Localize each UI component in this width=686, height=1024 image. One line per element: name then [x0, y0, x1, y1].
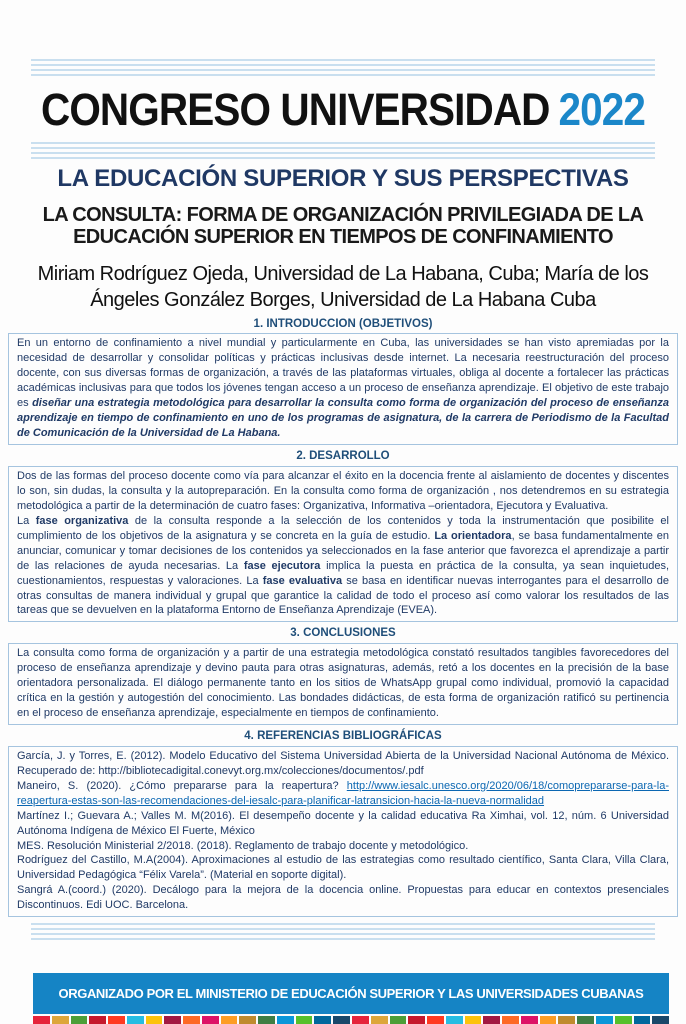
stripe-block: [390, 1016, 407, 1024]
stripe-block: [277, 1016, 294, 1024]
stripe-block: [333, 1016, 350, 1024]
text-run: se basa en identificar nuevas interrogantes para el desarrollo de otras consultas de manera individual y grupal que garantice la calidad de todo el proceso así como valorar los resultados de las tareas que se devuelven en la plataforma Entorno de Enseñanza Aprendizaje (EVEA).: [17, 574, 669, 617]
text-run: implica la puesta en práctica de la consulta, ya sean inquietudes, cuestionamientos, respuestas y valoraciones. La: [17, 559, 670, 587]
stripe-block: [164, 1016, 181, 1024]
rule-line: [31, 147, 655, 149]
stripe-block: [52, 1016, 69, 1024]
stripe-block: [146, 1016, 163, 1024]
sections-container: [8, 318, 678, 918]
stripe-block: [596, 1016, 613, 1024]
stripe-block: [127, 1016, 144, 1024]
section-paragraph: [17, 646, 669, 721]
text-run: diseñar una estrategia metodológica para desarrollar la consulta como forma de organización del proceso de enseñanza aprendizaje en tiempo de confinamiento en uno de los programas de asignatura, de la carrera de Periodismo de la Facultad de Comunicación de la Universidad de La Habana.: [17, 397, 669, 440]
rule-line: [31, 933, 655, 935]
congress-year: 2022: [558, 84, 646, 135]
section-paragraph: [17, 749, 669, 779]
congress-title-text: CONGRESO UNIVERSIDAD: [40, 84, 550, 135]
text-run: Rodríguez del Castillo, M.A(2004). Aproximaciones al estudio de las estrategias como resultado científico, Santa Clara, Villa Clara, Universidad Pedagógica “Félix Varela”. (Material en soporte digital).: [17, 854, 669, 882]
authors-line: Miriam Rodríguez Ojeda, Universidad de La Habana, Cuba; María de los Ángeles González Borges, Universidad de La Habana Cuba: [37, 262, 649, 311]
stripe-block: [465, 1016, 482, 1024]
stripe-block: [352, 1016, 369, 1024]
stripe-block: [408, 1016, 425, 1024]
text-run: Maneiro, S. (2020). ¿Cómo prepararse para la reapertura?: [17, 779, 347, 792]
organizer-banner-text: ORGANIZADO POR EL MINISTERIO DE EDUCACIÓN SUPERIOR Y LAS UNIVERSIDADES CUBANAS: [58, 986, 644, 1001]
stripe-block: [202, 1016, 219, 1024]
stripe-block: [221, 1016, 238, 1024]
decorative-rules-top: [31, 0, 655, 76]
paper-title: LA CONSULTA: FORMA DE ORGANIZACIÓN PRIVILEGIADA DE LA EDUCACIÓN SUPERIOR EN TIEMPOS DE CONFINAMIENTO: [42, 203, 644, 248]
rule-line: [31, 59, 655, 61]
text-run: En un entorno de confinamiento a nivel mundial y particularmente en Cuba, las universidades se han visto apremiadas por la necesidad de desarrollar y consolidar políticas y prácticas inclusivas desde internet. La necesaria reestructuración del proceso docente, con sus diversas formas de organización, a través de las plataformas virtuales, obliga al docente a fortalecer las prácticas académicas inclusivas para que todos los jóvenes tengan acceso a un proceso de enseñanza aprendizaje. El objetivo de este trabajo es: [17, 337, 669, 410]
section-heading: 1. INTRODUCCION (OBJETIVOS): [253, 317, 433, 330]
organizer-banner: [33, 973, 669, 1014]
stripe-block: [634, 1016, 651, 1024]
text-run: fase organizativa: [35, 514, 129, 527]
stripe-block: [296, 1016, 313, 1024]
section-box: [8, 746, 678, 917]
reference-link[interactable]: http://www.iesalc.unesco.org/2020/06/18/comoprepararse-para-la-reapertura-estas-son-las-recomendaciones-del-iesalc-para-planificar-latransicion-hacia-la-nueva-normalidad: [17, 779, 669, 807]
section-heading: 2. DESARROLLO: [296, 450, 390, 463]
stripe-block: [33, 1016, 50, 1024]
text-run: Dos de las formas del proceso docente como vía para alcanzar el éxito en la docencia frente al aislamiento de docentes y discentes lo son, sin dudas, la consulta y la autopreparación. En la consulta como forma de organización , nos detendremos en su estrategia metodológica a partir de la determinación de cuatro fases: Organizativa, Informativa –orientadora, Ejecutora y Evaluativa.: [17, 469, 669, 512]
text-run: La orientadora: [434, 529, 512, 542]
congress-title: [34, 86, 651, 133]
stripe-block: [71, 1016, 88, 1024]
decorative-rules-middle: [31, 142, 655, 159]
rule-line: [31, 142, 655, 144]
stripe-block: [652, 1016, 669, 1024]
rule-line: [31, 74, 655, 76]
text-run: fase evaluativa: [262, 574, 343, 587]
section-paragraph: [17, 779, 669, 809]
rule-line: [31, 64, 655, 66]
stripe-block: [502, 1016, 519, 1024]
stripe-block: [89, 1016, 106, 1024]
stripe-block: [427, 1016, 444, 1024]
stripe-block: [558, 1016, 575, 1024]
section-paragraph: [17, 469, 669, 514]
text-run: Sangrá A.(coord.) (2020). Decálogo para la mejora de la docencia online. Propuestas para educar en contextos presenciales Discontinuos. Edi UOC. Barcelona.: [17, 884, 669, 912]
text-run: de la consulta responde a la selección de los contenidos y toda la instrumentación que posibilite el cumplimiento de los objetivos de la asignatura y se concreta en la guía de estudio.: [17, 514, 669, 542]
text-run: La consulta como forma de organización y a partir de una estrategia metodológica constató resultados tangibles favorecedores del proceso de enseñanza aprendizaje y devino pauta para otras asignaturas, además, retó a los docentes en la precisión de la base orientadora personalizada. El diálogo permanente tanto en los sitios de WhatsApp grupal como individual, promovió la capacidad crítica en la gestión y autogestión del conocimiento. Las bondades didácticas, de esta forma de organización ratificó su pertinencia en el proceso de enseñanza aprendizaje, especialmente en tiempos de confinamiento.: [17, 647, 669, 720]
text-run: fase ejecutora: [243, 559, 321, 572]
text-run: Martínez I.; Guevara A.; Valles M. M(2016). El desempeño docente y la calidad educativa Ra Ximhai, vol. 12, núm. 6 Universidad Autónoma Indígena de México El Fuerte, México: [17, 809, 669, 837]
rule-line: [31, 157, 655, 159]
text-run: , se basa fundamentalmente en anunciar, comunicar y tomar decisiones de los contenidos ya seleccionados en la fase anterior que favorezca el aprendizaje a partir de las relaciones de ayuda necesarias. La: [17, 529, 669, 572]
stripe-block: [483, 1016, 500, 1024]
rule-line: [31, 938, 655, 940]
sdg-color-stripe: [33, 1016, 669, 1024]
stripe-block: [108, 1016, 125, 1024]
stripe-block: [615, 1016, 632, 1024]
stripe-block: [258, 1016, 275, 1024]
stripe-block: [183, 1016, 200, 1024]
stripe-block: [577, 1016, 594, 1024]
section-paragraph: [17, 853, 669, 883]
section-box: [8, 466, 678, 623]
text-run: MES. Resolución Ministerial 2/2018. (2018). Reglamento de trabajo docente y metodológico.: [17, 839, 469, 852]
section-box: [8, 333, 678, 445]
stripe-block: [446, 1016, 463, 1024]
rule-line: [31, 923, 655, 925]
rule-line: [31, 928, 655, 930]
stripe-block: [371, 1016, 388, 1024]
stripe-block: [521, 1016, 538, 1024]
section-heading: 3. CONCLUSIONES: [290, 627, 396, 640]
decorative-rules-bottom: [31, 923, 655, 940]
rule-line: [31, 69, 655, 71]
section-paragraph: [17, 336, 669, 441]
text-run: La: [17, 514, 36, 527]
section-paragraph: [17, 883, 669, 913]
rule-line: [31, 152, 655, 154]
event-subtitle: LA EDUCACIÓN SUPERIOR Y SUS PERSPECTIVAS: [57, 165, 629, 193]
section-paragraph: [17, 839, 669, 854]
stripe-block: [314, 1016, 331, 1024]
section-heading: 4. REFERENCIAS BIBLIOGRÁFICAS: [244, 730, 442, 742]
section-paragraph: [17, 514, 669, 619]
text-run: García, J. y Torres, E. (2012). Modelo Educativo del Sistema Universidad Abierta de la Universidad Nacional Autónoma de México. Recuperado de: http://bibliotecadigital.conevyt.org.mx/colecciones/documentos/.pdf: [17, 749, 669, 777]
stripe-block: [540, 1016, 557, 1024]
stripe-block: [239, 1016, 256, 1024]
section-box: [8, 643, 678, 725]
section-paragraph: [17, 809, 669, 839]
